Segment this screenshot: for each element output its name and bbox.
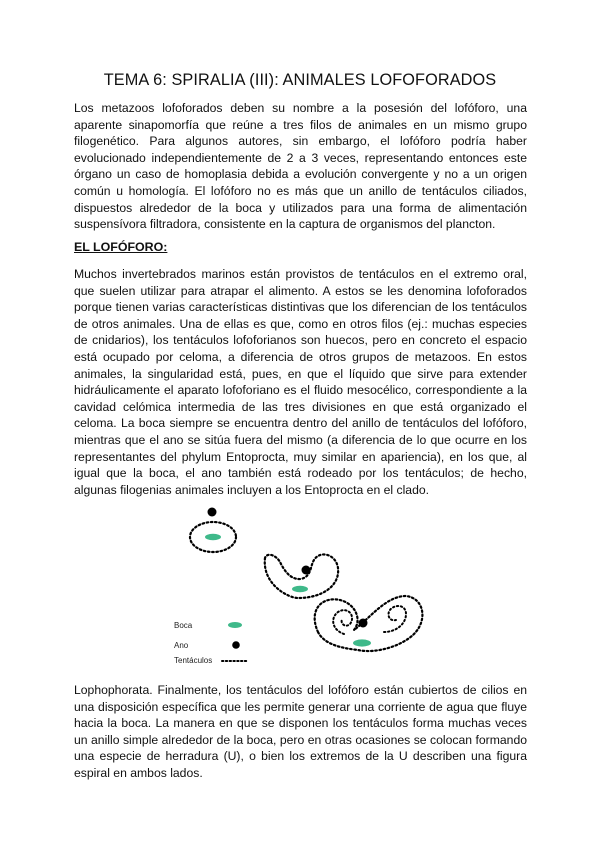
mouth-mark: [205, 534, 221, 540]
legend-anus-swatch: [232, 641, 240, 649]
legend-mouth-label: Boca: [174, 621, 193, 630]
page-title: TEMA 6: SPIRALIA (III): ANIMALES LOFOFORADOS: [103, 71, 497, 89]
legend-tentacles-label: Tentáculos: [174, 656, 213, 665]
anus-dot: [302, 566, 311, 575]
ring-lophophore-figure: [190, 508, 236, 553]
mouth-mark: [292, 586, 308, 592]
closing-paragraph: Lophophorata. Finalmente, los tentáculos del lofóforo están cubiertos de cilios en una disposición específica que les permite generar una corriente de agua que fluye hacia la boca. La manera en que se disponen los tentáculos forma muchas veces un anillo simple alrededor de la boca, pero en otras ocasiones se colocan formando una especie de herradura (U), o bien los extremos de la U describen una figura espiral en ambos lados.: [74, 683, 527, 780]
legend-mouth-swatch: [228, 622, 242, 628]
anus-dot: [359, 619, 368, 628]
mouth-mark: [353, 639, 371, 646]
intro-paragraph: Los metazoos lofoforados deben su nombre a la posesión del lofóforo, una aparente sinapomorfía que reúne a tres filos de animales en un mismo grupo filogenético. Para algunos autores, sin embargo, el lofóforo podría haber evolucionado independientemente de 2 a 3 veces, representando entonces este órgano un caso de homoplasia debida a evolución convergente y no a un origen común u homología. El lofóforo no es más que un anillo de tentáculos ciliados, dispuestos alrededor de la boca y utilizados para una forma de alimentación suspensívora filtradora, consistente en la captura de organismos del plancton.: [74, 101, 527, 232]
spiral-lophophore-figure: [315, 596, 423, 651]
legend-anus-label: Ano: [174, 641, 189, 650]
anus-dot: [208, 508, 217, 517]
diagram-legend: [174, 621, 248, 665]
left-spiral-coil: [333, 610, 352, 634]
section-body-paragraph: Muchos invertebrados marinos están provistos de tentáculos en el extremo oral, que suelen utilizar para atrapar el alimento. A estos se les denomina lofoforados porque tienen varias características distintivas que los diferencian de los tentáculos de otros animales. Una de ellas es que, como en otros filos (ej.: muchas especies de cnidarios), los tentáculos lofoforianos son huecos, pero en concreto el espacio está ocupado por celoma, a diferencia de otros grupos de metazoos. En estos animales, la singularidad está, pues, en que el líquido que sirve para extender hidráulicamente el aparato lofoforiano es el fluido mesocélico, correspondiente a la cavidad celómica intermedia de las tres divisiones en que está organizado el celoma. La boca siempre se encuentra dentro del anillo de tentáculos del lofóforo, mientras que el ano se sitúa fuera del mismo (a diferencia de lo que ocurre en los representantes del phylum Entoprocta, muy similar en apariencia), en los que, al igual que la boca, el ano también está rodeado por los tentáculos; de hecho, algunas filogenias animales incluyen a los Entoprocta en el clado.: [74, 267, 527, 497]
right-spiral-coil: [384, 606, 406, 632]
lophophore-diagram: [170, 500, 440, 670]
horseshoe-lophophore-figure: [265, 554, 338, 598]
section-heading: EL LOFÓFORO:: [74, 240, 168, 254]
